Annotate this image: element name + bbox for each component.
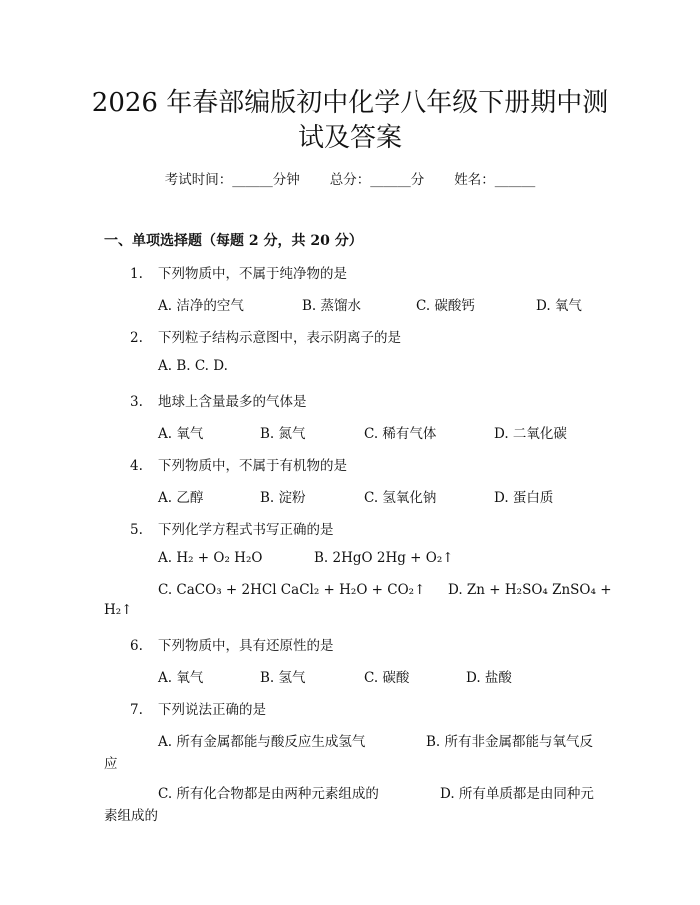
option: D. Zn + H₂SO₄ ZnSO₄ + <box>448 582 612 598</box>
option: D. 所有单质都是由同种元 <box>440 786 594 802</box>
option: B. 2HgO 2Hg + O₂↑ <box>314 550 454 566</box>
question-7: 7. 下列说法正确的是 <box>130 702 266 718</box>
option: C. 稀有气体 <box>364 426 437 442</box>
option: A. H₂ + O₂ H₂O <box>158 550 263 566</box>
section-heading: 一、单项选择题（每题 2 分，共 20 分） <box>104 233 363 249</box>
option: A. 氧气 <box>158 426 204 442</box>
option: D. 氧气 <box>536 298 582 314</box>
exam-time-field: 考试时间：______分钟 <box>164 172 300 188</box>
option: C. 所有化合物都是由两种元素组成的 <box>158 786 379 802</box>
option: C. 碳酸 <box>364 670 410 686</box>
question-4: 4. 下列物质中，不属于有机物的是 <box>130 458 347 474</box>
option: D. 二氧化碳 <box>494 426 567 442</box>
option-continued: 应 <box>104 756 118 772</box>
total-score-field: 总分：______分 <box>329 172 425 188</box>
question-5: 5. 下列化学方程式书写正确的是 <box>130 522 334 538</box>
question-2: 2. 下列粒子结构示意图中，表示阴离子的是 <box>130 330 401 346</box>
option: D. 蛋白质 <box>494 490 554 506</box>
question-1: 1. 下列物质中，不属于纯净物的是 <box>130 266 347 282</box>
option: A. 氧气 <box>158 670 204 686</box>
option-continued: 素组成的 <box>104 808 158 824</box>
option: C. CaCO₃ + 2HCl CaCl₂ + H₂O + CO₂↑ <box>158 582 426 598</box>
option: A. 所有金属都能与酸反应生成氢气 <box>158 734 366 750</box>
option: B. 蒸馏水 <box>302 298 362 314</box>
option: A. B. C. D. <box>158 358 228 374</box>
option: B. 氢气 <box>260 670 306 686</box>
page-title-line1: 2026 年春部编版初中化学八年级下册期中测 <box>91 88 609 118</box>
exam-info <box>0 168 700 188</box>
option-continued: H₂↑ <box>104 602 133 618</box>
question-6: 6. 下列物质中，具有还原性的是 <box>130 638 334 654</box>
option: A. 洁净的空气 <box>158 298 244 314</box>
option: D. 盐酸 <box>466 670 512 686</box>
page-title-line2: 试及答案 <box>297 123 402 153</box>
question-3: 3. 地球上含量最多的气体是 <box>130 394 307 410</box>
student-name-field: 姓名：______ <box>454 172 536 188</box>
option: C. 氢氧化钠 <box>364 490 437 506</box>
option: B. 淀粉 <box>260 490 306 506</box>
option: A. 乙醇 <box>158 490 204 506</box>
option: B. 所有非金属都能与氧气反 <box>426 734 594 750</box>
option: C. 碳酸钙 <box>416 298 475 314</box>
option: B. 氮气 <box>260 426 306 442</box>
